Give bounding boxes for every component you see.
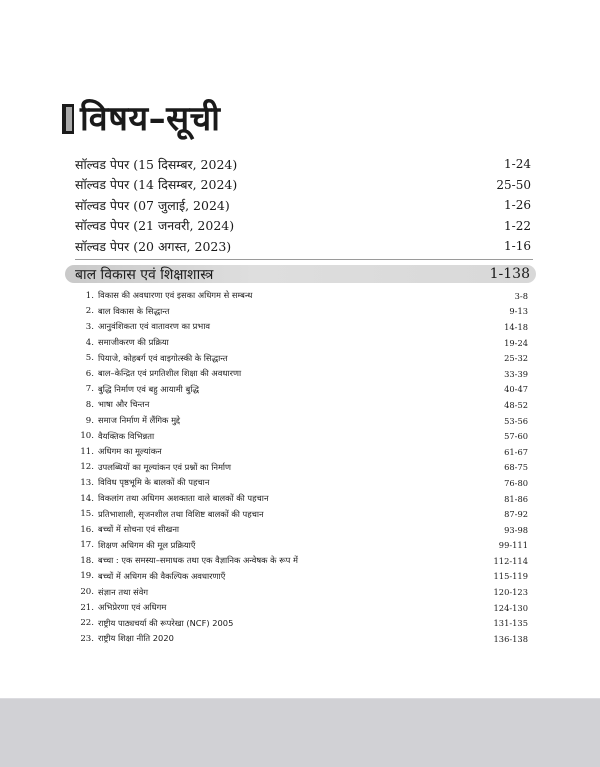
- chapter-row[interactable]: [80, 475, 533, 491]
- solved-paper-label: सॉल्वड पेपर (21 जनवरी, 2024): [75, 218, 235, 234]
- solved-paper-row[interactable]: [75, 236, 533, 257]
- chapter-number: 23.: [80, 633, 94, 644]
- page-footer-background: [0, 698, 600, 767]
- chapter-title: राष्ट्रीय पाठ्यचर्या की रूपरेखा (NCF) 2005: [98, 617, 234, 628]
- solved-paper-pages: 1-24: [504, 157, 531, 172]
- chapter-pages: 99-111: [498, 540, 528, 551]
- chapter-number: 13.: [80, 477, 94, 488]
- chapter-row[interactable]: [80, 366, 533, 382]
- chapter-row[interactable]: [80, 397, 533, 413]
- solved-paper-pages: 1-16: [504, 239, 531, 254]
- chapter-title: विविध पृष्ठभूमि के बालकों की पहचान: [98, 477, 210, 488]
- solved-paper-pages: 25-50: [496, 177, 531, 192]
- chapter-row[interactable]: [80, 506, 533, 522]
- chapter-title: राष्ट्रीय शिक्षा नीति 2020: [98, 633, 174, 644]
- solved-paper-label: सॉल्वड पेपर (14 दिसम्बर, 2024): [75, 177, 238, 193]
- chapter-pages: 112-114: [493, 555, 528, 566]
- chapter-row[interactable]: [80, 553, 533, 569]
- section-title: बाल विकास एवं शिक्षाशास्त्र: [75, 266, 214, 283]
- chapter-row[interactable]: [80, 335, 533, 351]
- chapter-number: 15.: [80, 509, 94, 520]
- chapter-number: 5.: [85, 353, 94, 364]
- chapter-row[interactable]: [80, 382, 533, 398]
- chapter-number: 9.: [85, 415, 94, 426]
- chapter-pages: 53-56: [504, 415, 528, 426]
- chapter-number: 18.: [80, 555, 94, 566]
- solved-paper-row[interactable]: [75, 154, 533, 175]
- chapter-number: 7.: [85, 384, 94, 395]
- chapter-title: बच्चों में अधिगम की वैकल्पिक अवधारणाएँ: [98, 570, 226, 581]
- chapter-row[interactable]: [80, 460, 533, 476]
- chapter-title: बुद्धि निर्माण एवं बहु आयामी बुद्धि: [98, 383, 199, 394]
- chapter-pages: 57-60: [504, 431, 528, 442]
- chapter-pages: 68-75: [504, 462, 528, 473]
- chapter-pages: 33-39: [504, 368, 528, 379]
- chapter-title: समाज निर्माण में लैंगिक मुद्दे: [98, 415, 181, 426]
- chapter-pages: 120-123: [493, 587, 528, 598]
- chapter-title: उपलब्धियों का मूल्यांकन एवं प्रश्नों का निर्माण: [98, 461, 232, 472]
- chapter-row[interactable]: [80, 584, 533, 600]
- chapter-row[interactable]: [80, 350, 533, 366]
- chapter-row[interactable]: [80, 522, 533, 538]
- divider: [75, 259, 533, 260]
- chapter-title: विकास की अवधारणा एवं इसका अधिगम से सम्बन्ध: [98, 290, 253, 301]
- section-pages: 1-138: [489, 266, 530, 282]
- chapter-title: समाजीकरण की प्रक्रिया: [98, 337, 169, 348]
- chapter-pages: 136-138: [493, 633, 528, 644]
- chapter-pages: 48-52: [504, 399, 528, 410]
- chapter-pages: 61-67: [504, 446, 528, 457]
- chapter-row[interactable]: [80, 319, 533, 335]
- chapter-number: 6.: [85, 368, 94, 379]
- chapter-title: भाषा और चिन्तन: [98, 399, 150, 410]
- chapter-pages: 14-18: [504, 321, 528, 332]
- solved-paper-label: सॉल्वड पेपर (15 दिसम्बर, 2024): [75, 156, 238, 172]
- chapter-pages: 93-98: [504, 524, 528, 535]
- chapter-number: 8.: [85, 399, 94, 410]
- chapter-title: बच्चों में सोचना एवं सीखना: [98, 524, 180, 535]
- chapter-pages: 19-24: [504, 337, 528, 348]
- chapter-row[interactable]: [80, 428, 533, 444]
- chapter-title: बच्चा : एक समस्या–समाधक तथा एक वैज्ञानिक अन्वेषक के रूप में: [98, 555, 298, 566]
- solved-papers-list: [75, 154, 533, 260]
- chapter-title: संज्ञान तथा संवेग: [98, 586, 149, 597]
- chapter-number: 2.: [85, 306, 94, 317]
- chapter-pages: 131-135: [493, 618, 528, 629]
- chapter-list: [80, 288, 533, 647]
- chapter-number: 20.: [80, 587, 94, 598]
- solved-paper-label: सॉल्वड पेपर (07 जुलाई, 2024): [75, 197, 230, 213]
- solved-paper-pages: 1-26: [504, 198, 531, 213]
- chapter-title: पियाजे, कोहबर्ग एवं वाइगोत्स्की के सिद्धान्त: [98, 352, 228, 363]
- chapter-row[interactable]: [80, 491, 533, 507]
- chapter-number: 14.: [80, 493, 94, 504]
- page-title: विषय–सूची: [80, 99, 221, 139]
- chapter-number: 17.: [80, 540, 94, 551]
- chapter-number: 21.: [80, 602, 94, 613]
- solved-paper-row[interactable]: [75, 195, 533, 216]
- chapter-row[interactable]: [80, 569, 533, 585]
- chapter-title: शिक्षण अधिगम की मूल प्रक्रियाएँ: [98, 539, 196, 550]
- chapter-pages: 76-80: [504, 477, 528, 488]
- chapter-number: 10.: [80, 431, 94, 442]
- chapter-row[interactable]: [80, 538, 533, 554]
- chapter-pages: 40-47: [504, 384, 528, 395]
- chapter-title: वैयक्तिक विभिन्नता: [98, 430, 155, 441]
- chapter-row[interactable]: [80, 413, 533, 429]
- chapter-row[interactable]: [80, 631, 533, 647]
- chapter-pages: 87-92: [504, 509, 528, 520]
- chapter-title: बाल–केन्द्रित एवं प्रगतिशील शिक्षा की अवधारणा: [98, 368, 242, 379]
- chapter-number: 12.: [80, 462, 94, 473]
- chapter-pages: 115-119: [493, 571, 528, 582]
- chapter-number: 11.: [80, 446, 94, 457]
- chapter-row[interactable]: [80, 288, 533, 304]
- section-header[interactable]: [65, 265, 536, 283]
- chapter-title: बाल विकास के सिद्धान्त: [98, 305, 170, 316]
- chapter-number: 16.: [80, 524, 94, 535]
- chapter-number: 19.: [80, 571, 94, 582]
- chapter-title: आनुवंशिकता एवं वातावरण का प्रभाव: [98, 321, 210, 332]
- chapter-title: अधिगम का मूल्यांकन: [98, 446, 162, 457]
- chapter-row[interactable]: [80, 615, 533, 631]
- solved-paper-row[interactable]: [75, 175, 533, 196]
- solved-paper-label: सॉल्वड पेपर (20 अगस्त, 2023): [75, 238, 232, 254]
- chapter-pages: 81-86: [504, 493, 528, 504]
- chapter-row[interactable]: [80, 444, 533, 460]
- page-title-block: [62, 94, 220, 140]
- chapter-title: अभिप्रेरणा एवं अधिगम: [98, 602, 167, 613]
- chapter-title: विकलांग तथा अधिगम अशक्तता वाले बालकों की पहचान: [98, 493, 269, 504]
- chapter-pages: 124-130: [493, 602, 528, 613]
- chapter-row[interactable]: [80, 304, 533, 320]
- solved-paper-row[interactable]: [75, 216, 533, 237]
- chapter-number: 1.: [85, 290, 94, 301]
- solved-paper-pages: 1-22: [504, 218, 531, 233]
- chapter-title: प्रतिभाशाली, सृजनशील तथा विशिष्ट बालकों की पहचान: [98, 508, 264, 519]
- chapter-number: 4.: [85, 337, 94, 348]
- chapter-number: 3.: [85, 321, 94, 332]
- bookmark-bar-icon: [62, 104, 74, 134]
- chapter-pages: 9-13: [509, 306, 528, 317]
- chapter-pages: 3-8: [514, 290, 528, 301]
- chapter-pages: 25-32: [504, 353, 528, 364]
- chapter-row[interactable]: [80, 600, 533, 616]
- chapter-number: 22.: [80, 618, 94, 629]
